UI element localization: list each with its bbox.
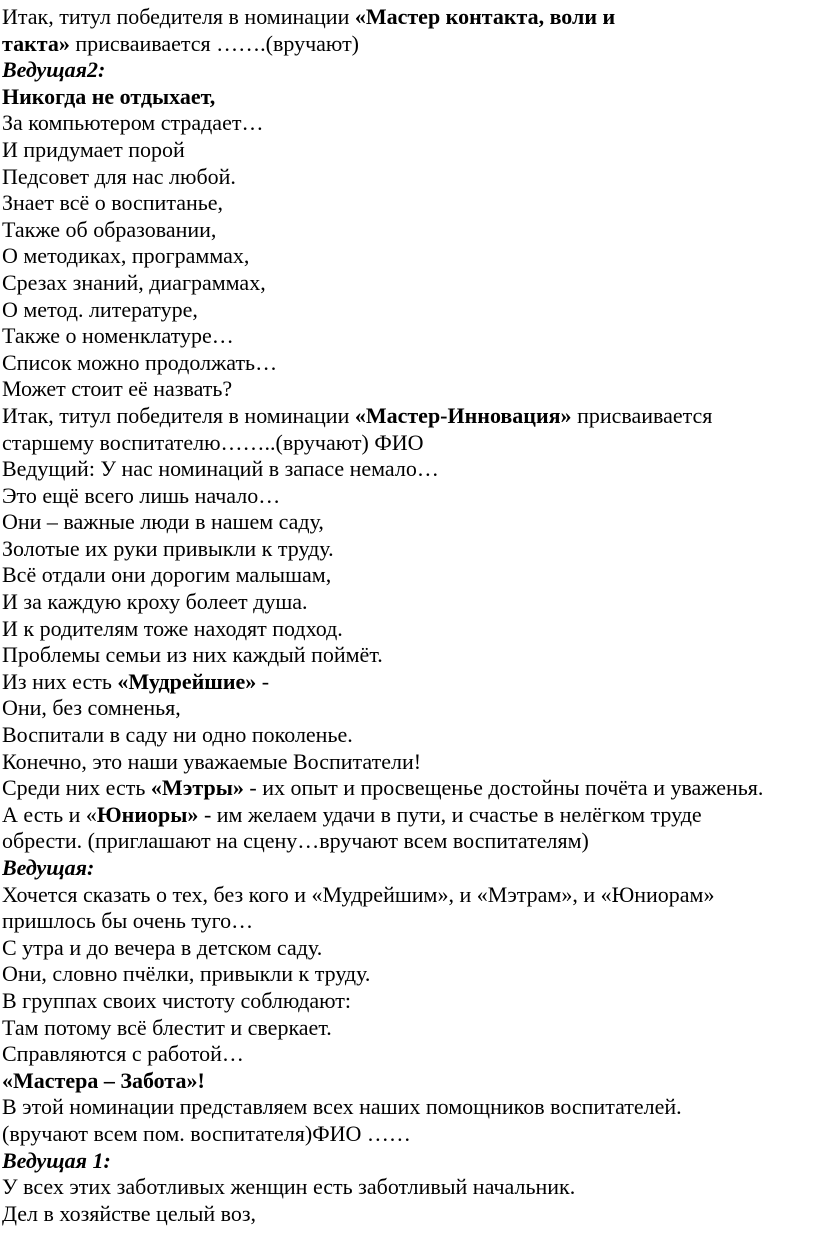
text-line (2, 802, 816, 829)
text-line (2, 509, 816, 536)
text-run: Может стоит её назвать? (2, 376, 233, 402)
text-run: У всех этих заботливых женщин есть заботливый начальник. (2, 1174, 576, 1200)
text-line (2, 243, 816, 270)
text-run: Итак, титул победителя в номинации (2, 402, 355, 428)
text-line (2, 616, 816, 643)
text-line (2, 403, 816, 430)
text-line (2, 908, 816, 935)
text-line (2, 350, 816, 377)
text-run: Конечно, это наши уважаемые Воспитатели! (2, 748, 422, 774)
text-run: Всё отдали они дорогим малышам, (2, 562, 332, 588)
bold-text-run: «Мастер контакта, воли и (354, 4, 616, 29)
bold-text-run: «Мастера – Забота»! (2, 1067, 205, 1093)
text-line (2, 1094, 816, 1121)
bold-text-run: Никогда не отдыхает, (2, 83, 216, 109)
text-run: О метод. литературе, (2, 296, 198, 322)
bold-text-run: «Мудрейшие» (117, 668, 257, 694)
text-line (2, 84, 816, 111)
text-run: обрести. (приглашают на сцену…вручают всем воспитателям) (2, 828, 589, 854)
speaker-label: Ведущая2: (2, 57, 106, 83)
text-run: Из них есть (2, 668, 118, 694)
text-run: Также об образовании, (2, 216, 217, 242)
text-line (2, 828, 816, 855)
text-line (2, 935, 816, 962)
text-line (2, 589, 816, 616)
text-run: старшему воспитателю……..(вручают) ФИО (2, 429, 424, 455)
text-line (2, 1041, 816, 1068)
bold-text-run: Юниоры» (96, 801, 199, 827)
text-line (2, 323, 816, 350)
text-line (2, 1121, 816, 1148)
text-run: Воспитали в саду ни одно поколенье. (2, 722, 353, 748)
text-run: - (256, 668, 270, 694)
speaker-label: Ведущая 1: (2, 1147, 111, 1173)
text-line (2, 988, 816, 1015)
text-run: Дел в хозяйстве целый воз, (2, 1200, 257, 1226)
text-run: В группах своих чистоту соблюдают: (2, 987, 351, 1013)
text-run: Справляются с работой… (2, 1041, 244, 1067)
text-line (2, 4, 816, 31)
bold-text-run: «Мэтры» (150, 775, 244, 801)
bold-text-run: «Мастер-Инновация» (354, 402, 572, 428)
text-run: Также о номенклатуре… (2, 323, 234, 349)
text-line (2, 749, 816, 776)
text-run: С утра и до вечера в детском саду. (2, 934, 323, 960)
text-run: Ведущий: У нас номинаций в запасе немало… (2, 456, 439, 482)
text-run: О методиках, программах, (2, 243, 250, 269)
speaker-label: Ведущая: (2, 855, 95, 880)
text-run: Хочется сказать о тех, без кого и «Мудрейшим», и «Мэтрам», и «Юниорам» (2, 881, 715, 907)
text-run: Итак, титул победителя в номинации (2, 4, 355, 29)
text-line (2, 57, 816, 84)
text-line (2, 1068, 816, 1095)
text-run: пришлось бы очень туго… (2, 908, 254, 934)
text-line (2, 1015, 816, 1042)
text-run: присваивается (571, 402, 713, 428)
text-line (2, 855, 816, 882)
text-line (2, 536, 816, 563)
text-line (2, 1174, 816, 1201)
text-line (2, 190, 816, 217)
text-run: (вручают всем пом. воспитателя)ФИО …… (2, 1120, 411, 1146)
text-line (2, 775, 816, 802)
text-run: - им желаем удачи в пути, и счастье в нелёгком труде (198, 801, 702, 827)
text-line (2, 483, 816, 510)
text-run: Там потому всё блестит и сверкает. (2, 1014, 332, 1040)
text-run: Проблемы семьи из них каждый поймёт. (2, 642, 383, 668)
text-run: Среди них есть (2, 775, 151, 801)
text-run: И придумает порой (2, 136, 185, 162)
text-line (2, 137, 816, 164)
text-run: За компьютером страдает… (2, 110, 264, 136)
text-run: Список можно продолжать… (2, 349, 278, 375)
text-line (2, 430, 816, 457)
text-line (2, 669, 816, 696)
text-line (2, 642, 816, 669)
text-line (2, 164, 816, 191)
text-run: Знает всё о воспитанье, (2, 190, 224, 216)
text-run: - их опыт и просвещенье достойны почёта и уваженья. (243, 775, 764, 801)
text-run: И за каждую кроху болеет душа. (2, 589, 308, 615)
text-run: Золотые их руки привыкли к труду. (2, 535, 334, 561)
text-line (2, 456, 816, 483)
text-line (2, 297, 816, 324)
text-line (2, 695, 816, 722)
text-run: И к родителям тоже находят подход. (2, 615, 343, 641)
text-run: присваивается …….(вручают) (69, 30, 360, 56)
text-line (2, 110, 816, 137)
text-line (2, 270, 816, 297)
bold-text-run: такта» (2, 30, 70, 56)
text-run: Срезах знаний, диаграммах, (2, 269, 266, 295)
text-line (2, 722, 816, 749)
text-line (2, 562, 816, 589)
text-line (2, 882, 816, 909)
text-run: В этой номинации представляем всех наших помощников воспитателей. (2, 1094, 682, 1120)
text-line (2, 961, 816, 988)
text-run: А есть и « (2, 801, 97, 827)
text-run: Они, без сомненья, (2, 695, 181, 721)
text-run: Это ещё всего лишь начало… (2, 482, 281, 508)
text-line (2, 1148, 816, 1175)
text-run: Педсовет для нас любой. (2, 163, 236, 189)
text-line (2, 217, 816, 244)
text-run: Они, словно пчёлки, привыкли к труду. (2, 961, 371, 987)
text-run: Они – важные люди в нашем саду, (2, 509, 324, 535)
text-line (2, 1201, 816, 1228)
text-line (2, 31, 816, 58)
text-line (2, 376, 816, 403)
